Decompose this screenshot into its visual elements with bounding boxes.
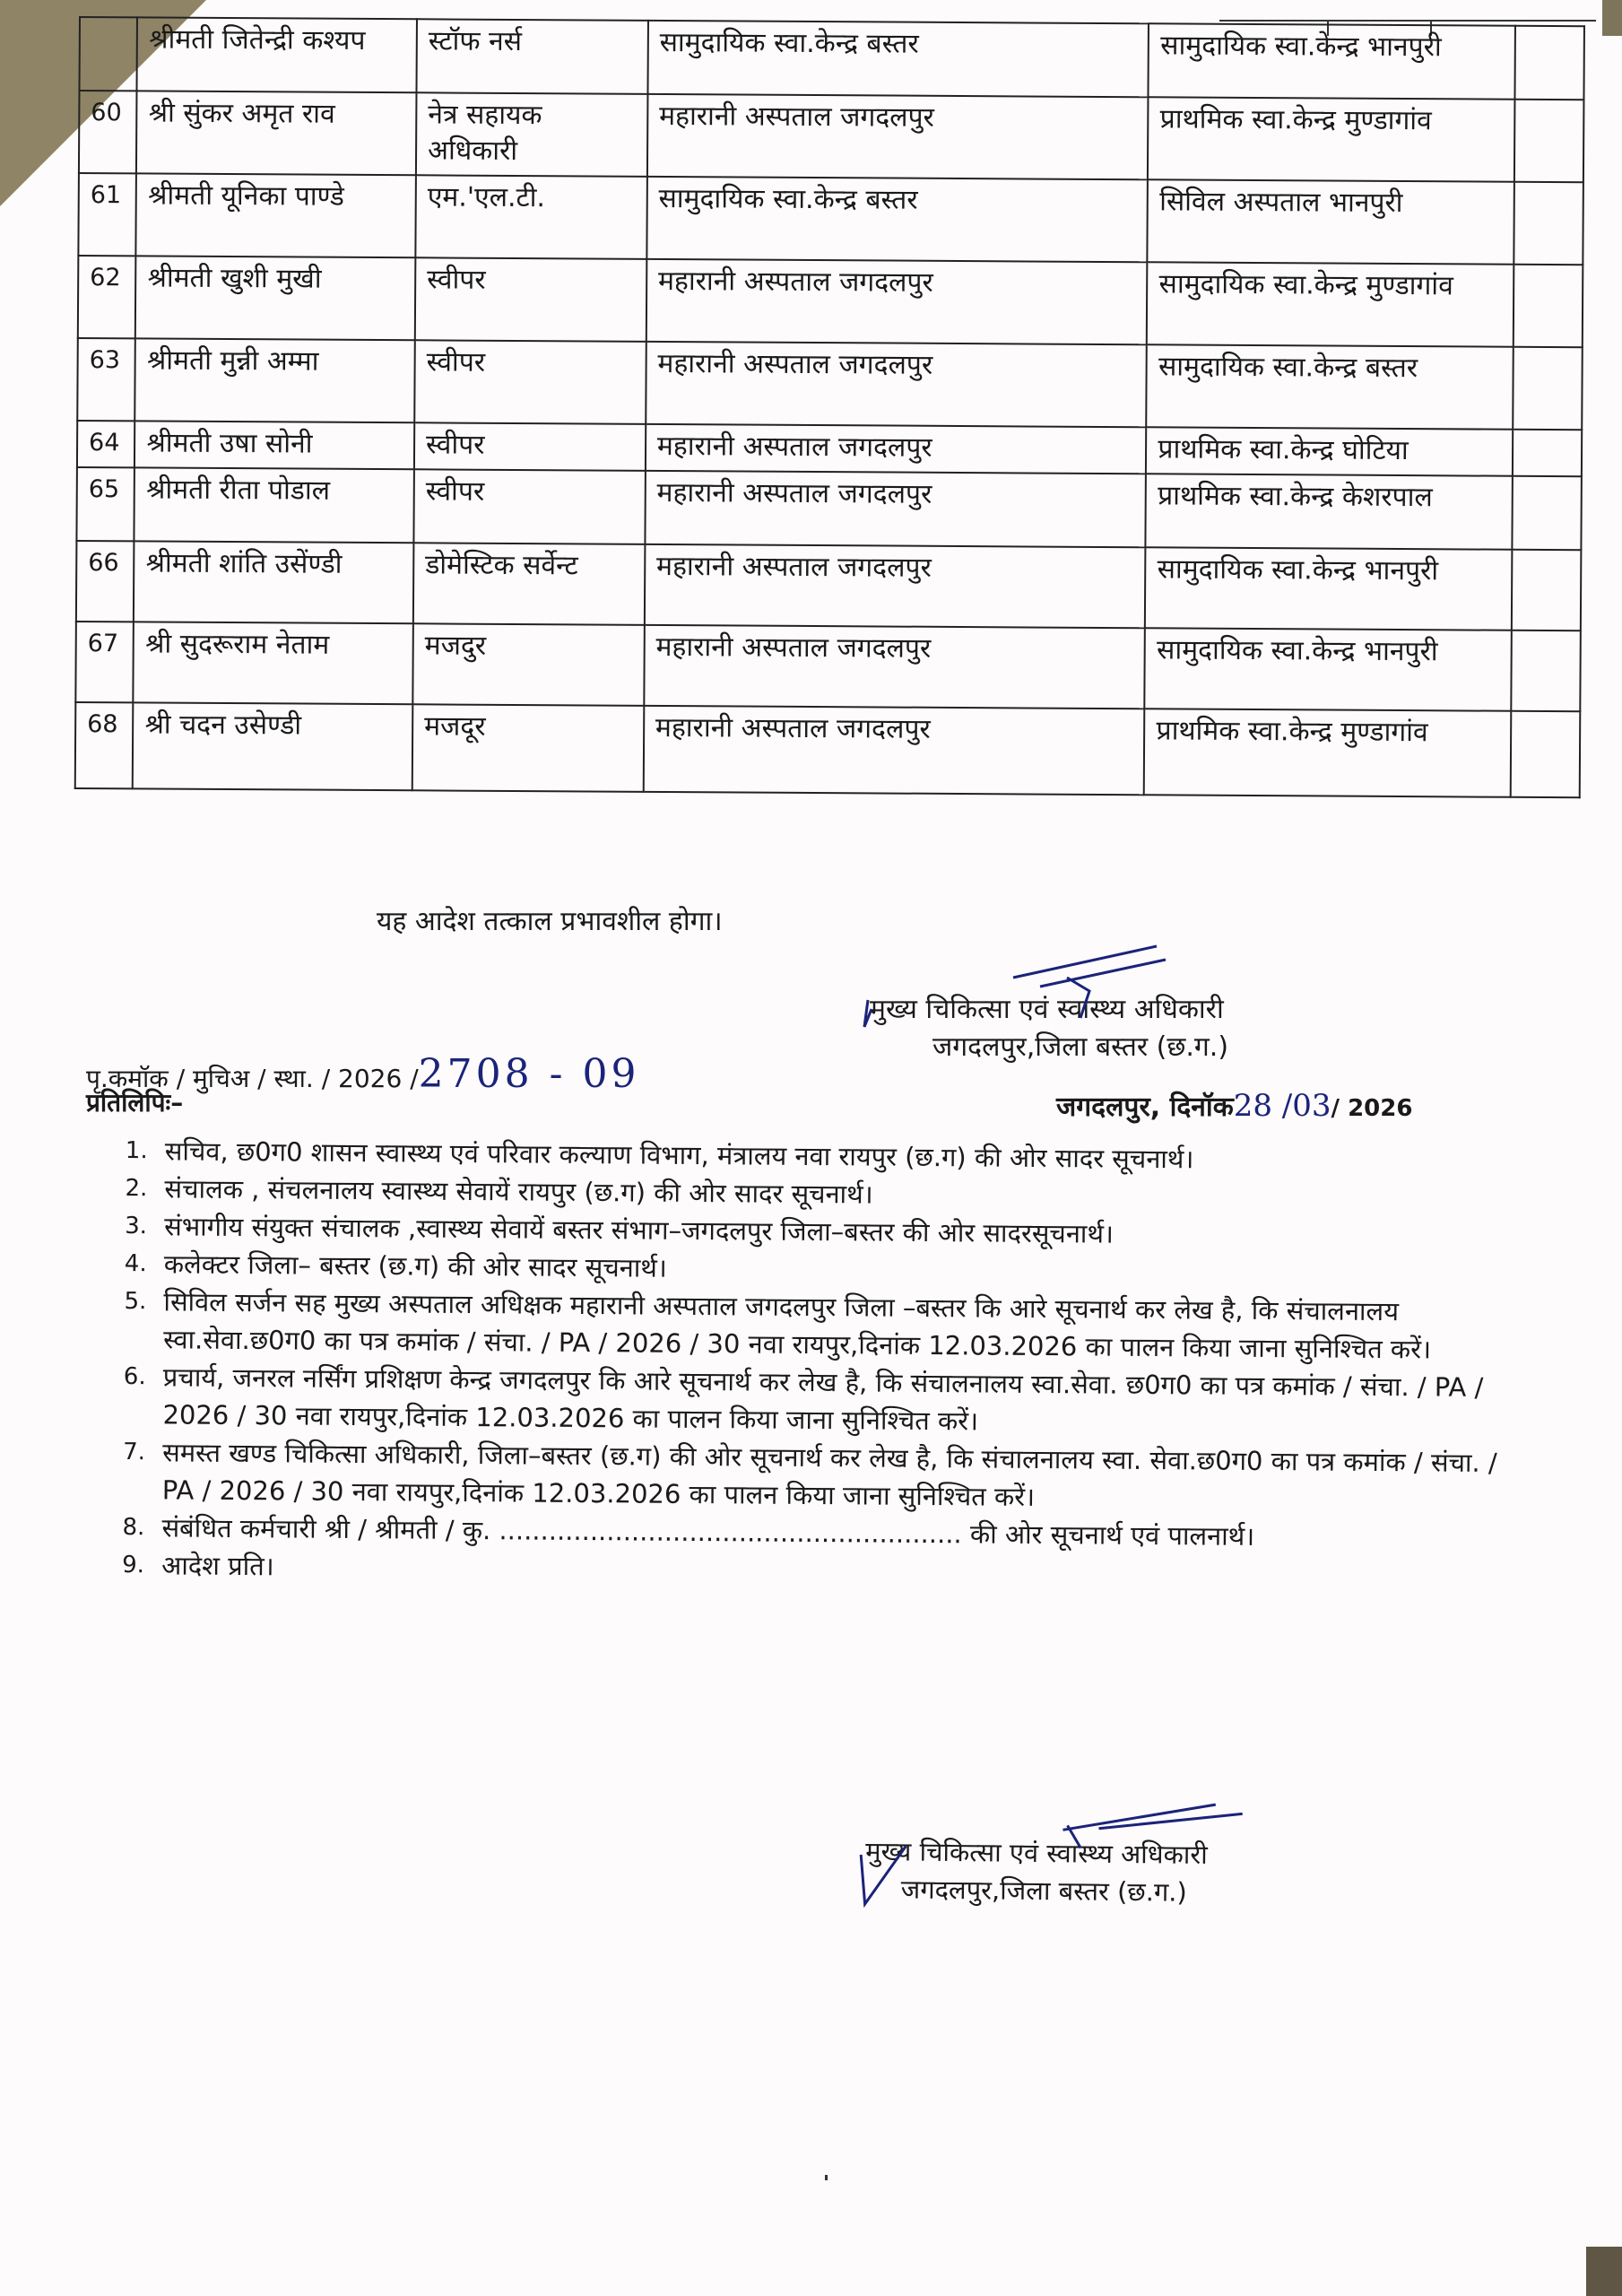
copy-item-text: संभागीय संयुक्त संचालक ,स्वास्थ्य सेवायें बस्तर संभाग–जगदलपुर जिला–बस्तर की ओर सादरसूचनार्थ। — [164, 1211, 1115, 1249]
background-surface-corner — [1586, 2247, 1622, 2296]
copy-item-text: सिविल सर्जन सह मुख्य अस्पताल अधिक्षक महारानी अस्पताल जगदलपुर जिला –बस्तर कि आरे सूचनार्थ कर लेख है, कि संचालनालय स्वा.सेवा.छ0ग0 का पत्र कमांक / संचा. / PA / 2026 / 30 नवा रायपुर,दिनांक 12.03.2026 का पालन किया जाना सुनिश्चित करें। — [163, 1286, 1432, 1365]
cell-remark — [1514, 182, 1583, 265]
date-handwritten: 28 /03 — [1233, 1088, 1331, 1124]
copy-item-number: 8. — [122, 1513, 145, 1542]
cell-post: नेत्र सहायक अधिकारी — [416, 92, 647, 177]
cell-employee-name: श्री सुदरूराम नेताम — [134, 622, 413, 704]
cell-serial-number: 62 — [78, 256, 136, 338]
background-surface-corner — [1602, 0, 1622, 36]
cell-current-posting: महारानी अस्पताल जगदलपुर — [646, 342, 1147, 427]
cell-remark — [1513, 430, 1583, 476]
cell-serial-number: 63 — [77, 338, 135, 421]
cell-new-posting: सिविल अस्पताल भानपुरी — [1148, 179, 1514, 264]
table-row — [78, 173, 1583, 265]
copy-item-number: 5. — [124, 1287, 147, 1316]
ink-dot — [825, 2175, 828, 2180]
cell-new-posting: प्राथमिक स्वा.केन्द्र घोटिया — [1146, 427, 1513, 475]
cell-new-posting: सामुदायिक स्वा.केन्द्र बस्तर — [1147, 344, 1514, 429]
signatory-title: मुख्य चिकित्सा एवं स्वास्थ्य अधिकारी — [865, 1836, 1208, 1870]
cell-current-posting: महारानी अस्पताल जगदलपुर — [644, 706, 1145, 795]
cell-current-posting: महारानी अस्पताल जगदलपुर — [646, 424, 1147, 474]
cell-post: स्वीपर — [414, 422, 646, 471]
table-row — [75, 702, 1581, 797]
copy-list-item — [123, 1358, 1505, 1444]
effective-note: यह आदेश तत्काल प्रभावशील होगा। — [377, 906, 723, 937]
cell-serial-number: 68 — [75, 702, 134, 788]
cell-employee-name: श्रीमती खुशी मुखी — [135, 256, 415, 340]
cell-post: स्वीपर — [413, 469, 645, 544]
copy-item-text: संचालक , संचलनालय स्वास्थ्य सेवायें रायपुर (छ.ग) की ओर सादर सूचनार्थ। — [164, 1173, 873, 1210]
cell-current-posting: महारानी अस्पताल जगदलपुर — [645, 471, 1146, 547]
cell-new-posting: प्राथमिक स्वा.केन्द्र मुण्डागांव — [1144, 709, 1511, 796]
cell-remark — [1514, 100, 1584, 182]
table-row — [75, 622, 1581, 711]
cell-current-posting: सामुदायिक स्वा.केन्द्र बस्तर — [647, 21, 1149, 97]
copy-item-number: 9. — [122, 1551, 145, 1579]
cell-post: मजदुर — [412, 623, 644, 706]
cell-serial-number: 60 — [79, 91, 137, 173]
table-row — [79, 17, 1583, 100]
table-row — [78, 256, 1583, 347]
cell-new-posting: सामुदायिक स्वा.केन्द्र भानपुरी — [1145, 628, 1512, 710]
cell-remark — [1511, 550, 1581, 631]
signatory-location: जगदलपुर,जिला बस्तर (छ.ग.) — [932, 1031, 1229, 1063]
table-row — [79, 91, 1584, 182]
copy-list-item — [124, 1283, 1505, 1369]
cell-employee-name: श्रीमती यूनिका पाण्डे — [136, 173, 416, 257]
copy-item-text: समस्त खण्ड चिकित्सा अधिकारी, जिला–बस्तर (छ.ग) की ओर सूचनार्थ कर लेख है, कि संचालनालय स्वा. सेवा.छ0ग0 का पत्र कमांक / संचा. / PA / 2026 / 30 नवा रायपुर,दिनांक 12.03.2026 का पालन किया जाना सुनिश्चित करें। — [161, 1437, 1497, 1512]
cell-serial-number: 67 — [75, 622, 134, 702]
cell-current-posting: महारानी अस्पताल जगदलपुर — [644, 625, 1145, 709]
order-date — [1056, 1087, 1412, 1124]
cell-current-posting: महारानी अस्पताल जगदलपुर — [645, 544, 1146, 628]
cell-new-posting: सामुदायिक स्वा.केन्द्र मुण्डागांव — [1147, 262, 1514, 346]
signature-block-bottom — [865, 1832, 1208, 1911]
cell-post: मजदूर — [412, 704, 644, 792]
cell-current-posting: महारानी अस्पताल जगदलपुर — [646, 259, 1148, 344]
copy-item-text: संबंधित कर्मचारी श्री / श्रीमती / कु. ........................................................ की ओर सूचनार्थ एवं पालनार्थ। — [161, 1512, 1255, 1552]
signature-icon — [861, 937, 1237, 1036]
copy-item-number: 7. — [123, 1438, 146, 1466]
cell-new-posting: सामुदायिक स्वा.केन्द्र भानपुरी — [1145, 547, 1512, 630]
cell-post: स्टॉफ नर्स — [416, 19, 647, 94]
copy-list-item — [123, 1433, 1505, 1519]
signature-icon — [856, 1792, 1252, 1913]
cell-remark — [1513, 265, 1583, 347]
table-row — [76, 467, 1581, 550]
cell-employee-name: श्री सुंकर अमृत राव — [136, 91, 416, 175]
copy-item-text: प्रचार्य, जनरल नर्सिंग प्रशिक्षण केन्द्र जगदलपुर कि आरे सूचनार्थ कर लेख है, कि संचालनालय स्वा.सेवा. छ0ग0 का पत्र कमांक / संचा. / PA / 2026 / 30 नवा रायपुर,दिनांक 12.03.2026 का पालन किया जाना सुनिश्चित करें। — [162, 1361, 1484, 1437]
cell-serial-number — [79, 17, 137, 91]
cell-remark — [1511, 631, 1581, 711]
table-row — [77, 338, 1583, 430]
cell-employee-name: श्रीमती मुन्नी अम्मा — [135, 338, 415, 422]
signatory-title: मुख्य चिकित्सा एवं स्वास्थ्य अधिकारी — [870, 994, 1224, 1025]
transfer-table — [74, 16, 1585, 798]
copy-item-text: आदेश प्रति। — [161, 1550, 274, 1582]
copy-item-number: 4. — [124, 1249, 147, 1278]
table-row — [76, 541, 1582, 631]
cell-serial-number: 66 — [76, 541, 134, 622]
cell-serial-number: 65 — [76, 467, 134, 541]
date-prefix: जगदलपुर, दिनॉक — [1056, 1091, 1234, 1123]
reference-prefix: पृ.कमॉक / मुचिअ / स्था. / 2026 / — [86, 1064, 419, 1093]
cell-post: स्वीपर — [415, 257, 646, 342]
cell-post: डोमेस्टिक सर्वेन्ट — [413, 543, 645, 625]
cell-new-posting: प्राथमिक स्वा.केन्द्र मुण्डागांव — [1148, 97, 1514, 181]
cell-employee-name: श्रीमती रीता पोडाल — [134, 467, 414, 543]
cell-employee-name: श्रीमती जितेन्द्री कश्यप — [137, 17, 417, 92]
reference-handwritten-number: 2708 - 09 — [418, 1051, 640, 1097]
cell-serial-number: 64 — [77, 421, 135, 467]
copy-item-text: सचिव, छ0ग0 शासन स्वास्थ्य एवं परिवार कल्याण विभाग, मंत्रालय नवा रायपुर (छ.ग) की ओर सादर सूचनार्थ। — [164, 1135, 1194, 1175]
copy-item-number: 2. — [125, 1174, 148, 1203]
copy-list — [122, 1132, 1506, 1595]
copy-item-number: 3. — [125, 1212, 148, 1240]
cell-current-posting: महारानी अस्पताल जगदलपुर — [647, 94, 1149, 179]
cell-post: एम.'एल.टी. — [415, 175, 646, 259]
cell-remark — [1513, 347, 1583, 430]
signatory-location: जगदलपुर,जिला बस्तर (छ.ग.) — [900, 1874, 1188, 1908]
cell-remark — [1512, 476, 1582, 550]
date-year: / 2026 — [1331, 1095, 1413, 1122]
copy-item-number: 6. — [123, 1362, 146, 1391]
copy-to-label: प्रतिलिपिः– — [86, 1088, 184, 1118]
cell-employee-name: श्रीमती शांति उसेंण्डी — [134, 541, 413, 623]
cell-new-posting: सामुदायिक स्वा.केन्द्र भानपुरी — [1149, 23, 1515, 99]
copy-item-text: कलेक्टर जिला– बस्तर (छ.ग) की ओर सादर सूचनार्थ। — [163, 1248, 667, 1283]
cell-employee-name: श्रीमती उषा सोनी — [134, 421, 414, 469]
cell-current-posting: सामुदायिक स्वा.केन्द्र बस्तर — [646, 177, 1148, 262]
cell-employee-name: श्री चदन उसेण्डी — [133, 702, 412, 790]
cell-remark — [1510, 711, 1580, 797]
cell-remark — [1514, 26, 1584, 100]
cell-serial-number: 61 — [78, 173, 136, 256]
cell-new-posting: प्राथमिक स्वा.केन्द्र केशरपाल — [1146, 474, 1513, 549]
copy-item-number: 1. — [125, 1136, 148, 1165]
cell-post: स्वीपर — [414, 340, 646, 424]
